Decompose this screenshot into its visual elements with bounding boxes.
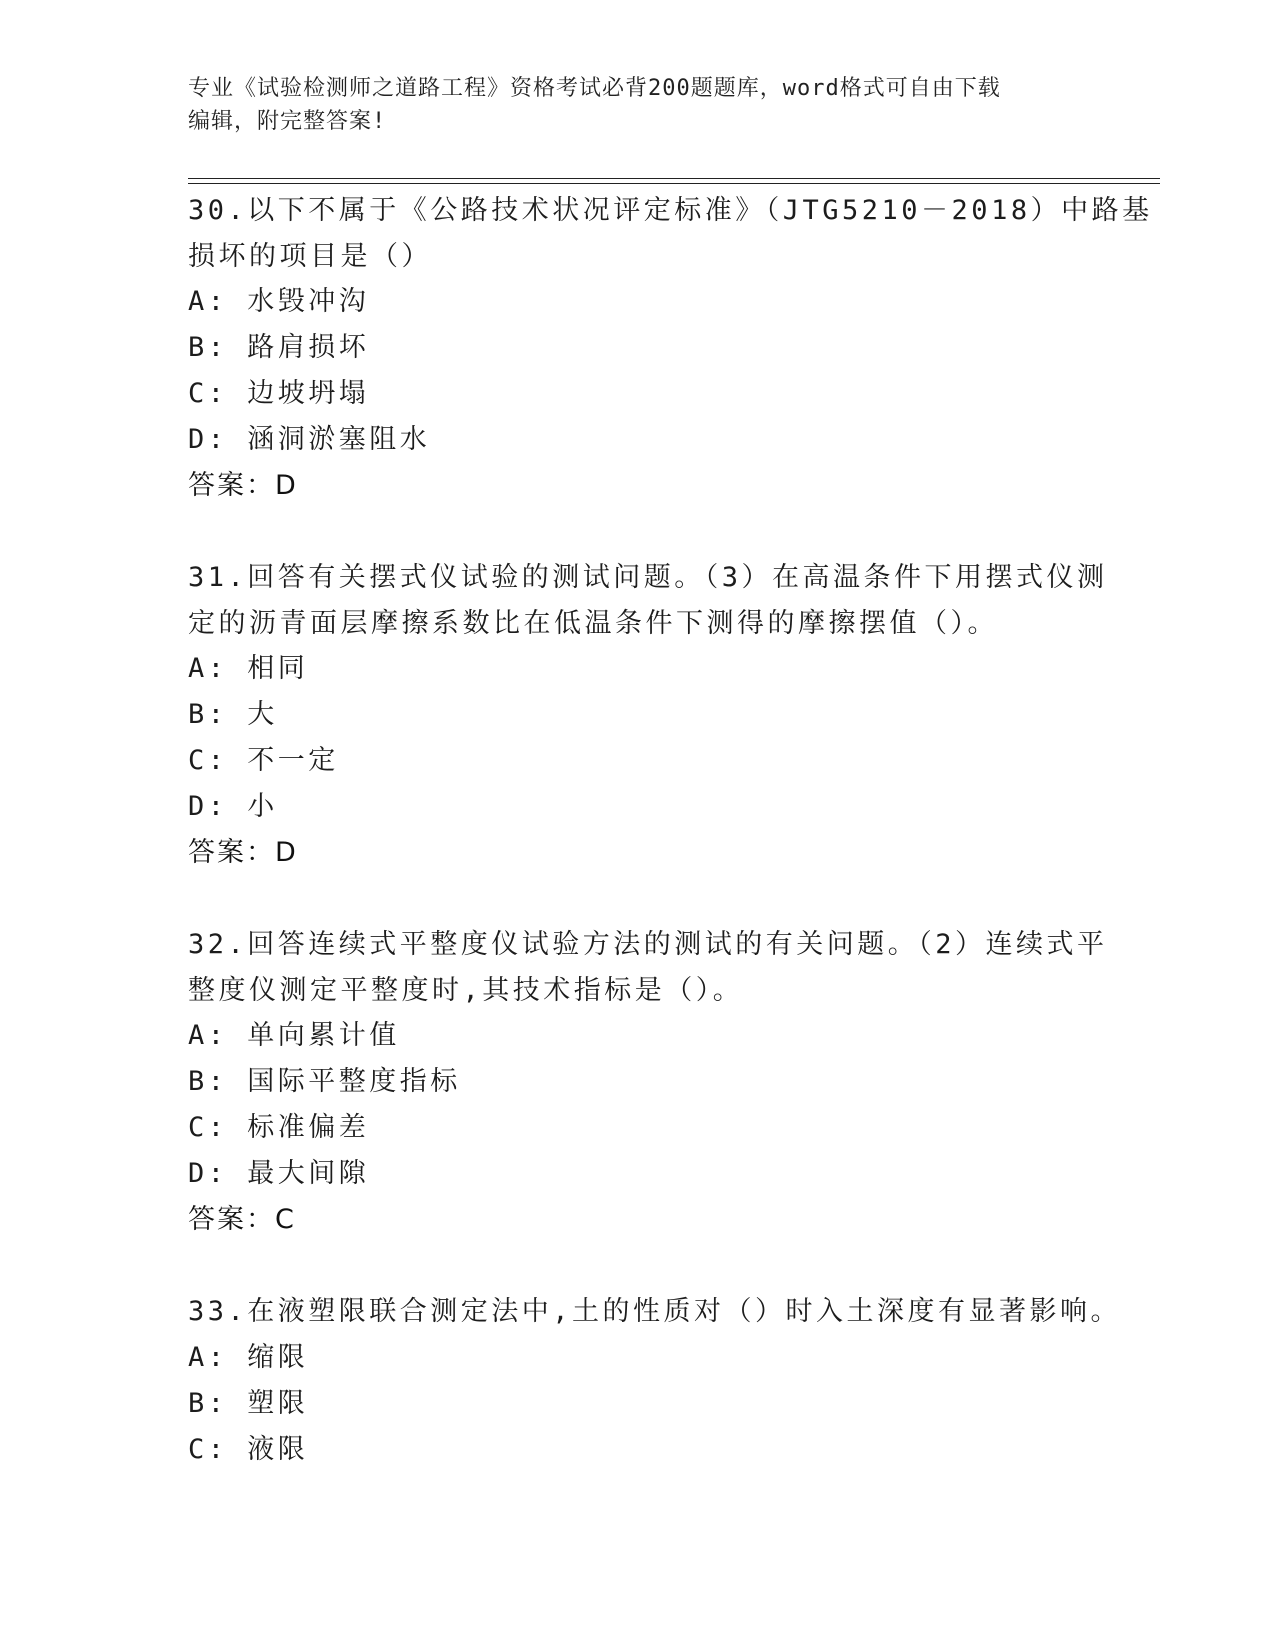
question-stem-line: 整度仪测定平整度时,其技术指标是（）。 [188, 974, 744, 1006]
question-stem [188, 555, 1108, 646]
question-33 [188, 1289, 1122, 1473]
option-c: C: 液限 [188, 1433, 309, 1465]
question-stem [188, 922, 1108, 1013]
option-b: B: 大 [188, 699, 278, 730]
question-stem [188, 1289, 1122, 1335]
question-list [188, 188, 1153, 1473]
question-stem-line: 33.在液塑限联合测定法中,土的性质对（）时入土深度有显著影响。 [188, 1296, 1122, 1327]
option-b: B: 国际平整度指标 [188, 1066, 461, 1097]
option-a: A: 单向累计值 [188, 1020, 400, 1051]
option-d: D: 涵洞淤塞阻水 [188, 424, 431, 455]
document-header [188, 72, 1068, 138]
answer-label: 答案：D [188, 837, 298, 868]
answer-label: 答案：D [188, 470, 298, 501]
question-30 [188, 188, 1153, 508]
header-divider-top [188, 178, 1160, 179]
header-divider-bottom [188, 183, 1160, 184]
question-spacer [188, 508, 1088, 555]
option-d: D: 最大间隙 [188, 1158, 370, 1189]
question-stem-line: 损坏的项目是（） [188, 240, 432, 272]
header-title-line-2: 编辑，附完整答案! [188, 109, 387, 134]
question-stem-line: 32.回答连续式平整度仪试验方法的测试的有关问题。（2）连续式平 [188, 929, 1108, 960]
question-stem [188, 188, 1153, 279]
question-31 [188, 555, 1108, 875]
question-stem-line: 30.以下不属于《公路技术状况评定标准》（JTG5210－2018）中路基 [188, 195, 1153, 226]
question-spacer [188, 875, 1088, 922]
answer-label: 答案：C [188, 1204, 296, 1235]
option-d: D: 小 [188, 791, 278, 822]
option-b: B: 路肩损坏 [188, 332, 370, 363]
question-stem-line: 31.回答有关摆式仪试验的测试问题。（3）在高温条件下用摆式仪测 [188, 562, 1108, 593]
option-c: C: 标准偏差 [188, 1112, 370, 1143]
option-c: C: 不一定 [188, 745, 339, 776]
question-spacer [188, 1242, 1088, 1289]
option-b: B: 塑限 [188, 1387, 309, 1419]
option-a: A: 水毁冲沟 [188, 286, 370, 317]
option-a: A: 缩限 [188, 1341, 309, 1373]
header-title-line-1: 专业《试验检测师之道路工程》资格考试必背200题题库，word格式可自由下载 [188, 76, 1001, 101]
question-stem-line: 定的沥青面层摩擦系数比在低温条件下测得的摩擦摆值（）。 [188, 607, 998, 639]
option-c: C: 边坡坍塌 [188, 378, 370, 409]
option-a: A: 相同 [188, 653, 309, 684]
question-32 [188, 922, 1108, 1242]
